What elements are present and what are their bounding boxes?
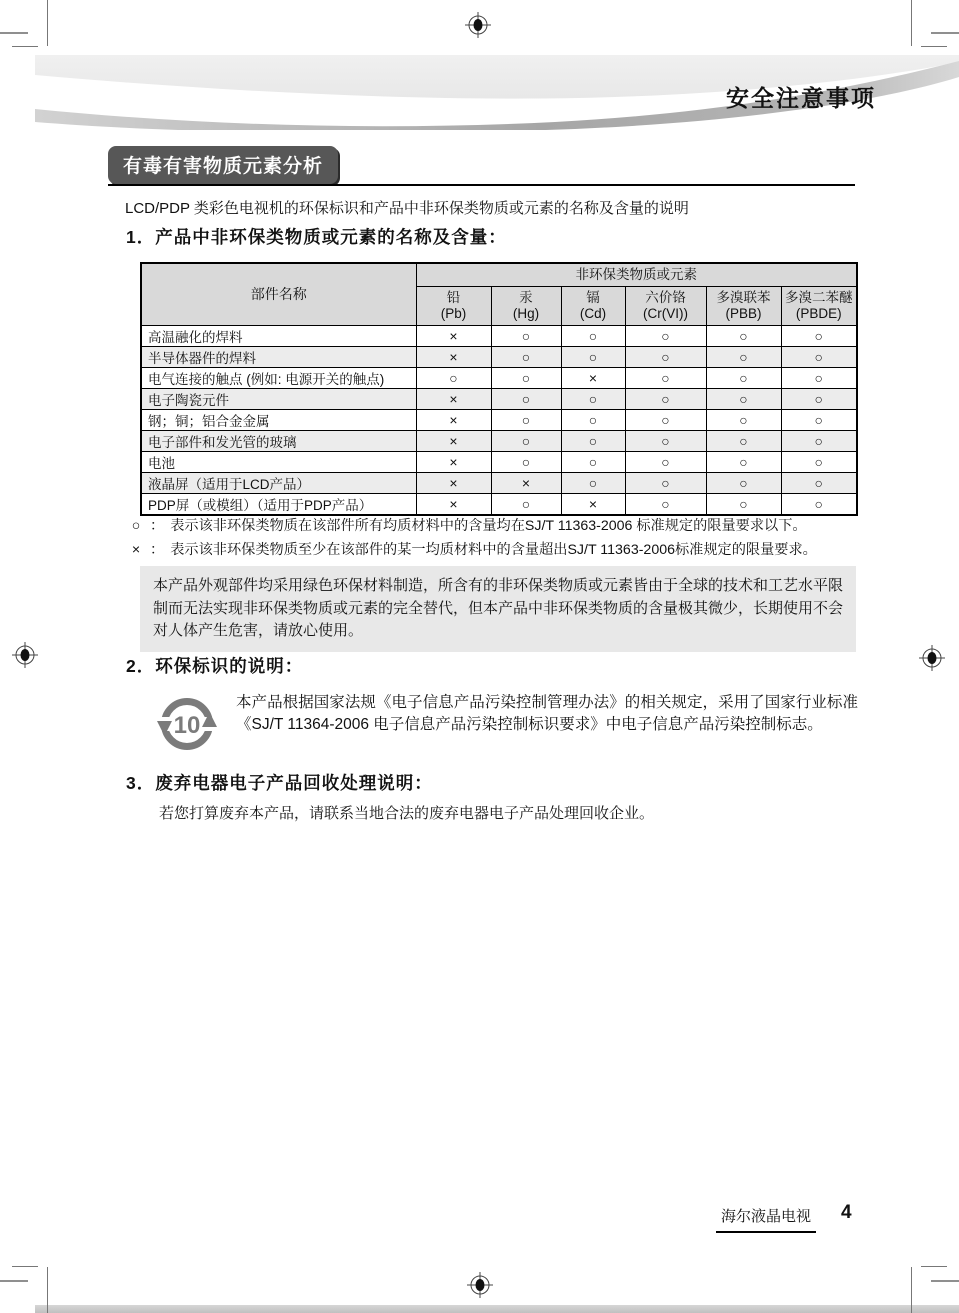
substance-column-header: 铅 (Pb): [416, 287, 491, 326]
crop-mark: [931, 1280, 959, 1282]
mark-cell: ○: [706, 431, 781, 452]
crop-mark: [921, 1266, 947, 1267]
mark-cell: ×: [416, 347, 491, 368]
part-name-cell: 电池: [141, 452, 416, 473]
mark-cell: ○: [625, 368, 706, 389]
part-name-cell: 高温融化的焊料: [141, 326, 416, 347]
legend-line-circle: [128, 515, 807, 535]
crop-mark: [12, 1266, 38, 1267]
mark-cell: ○: [491, 389, 561, 410]
section2-heading: 2．环保标识的说明：: [126, 656, 304, 676]
crop-mark: [921, 46, 947, 47]
intro-text: LCD/PDP 类彩色电视机的环保标识和产品中非环保类物质或元素的名称及含量的说明: [125, 200, 689, 217]
table-row: [141, 431, 857, 452]
mark-cell: ○: [781, 389, 857, 410]
mark-cell: ○: [561, 410, 625, 431]
table-row: [141, 368, 857, 389]
part-name-cell: 钢；铜；铝合金金属: [141, 410, 416, 431]
mark-cell: ×: [416, 431, 491, 452]
part-name-cell: 电子陶瓷元件: [141, 389, 416, 410]
mark-cell: ○: [561, 452, 625, 473]
substance-column-header: 多溴联苯 (PBB): [706, 287, 781, 326]
crop-mark: [0, 1280, 28, 1282]
mark-cell: ○: [561, 473, 625, 494]
crop-mark: [911, 1267, 912, 1313]
section1-heading: 1．产品中非环保类物质或元素的名称及含量：: [126, 227, 507, 247]
registration-mark: [465, 12, 491, 38]
mark-cell: ○: [706, 494, 781, 516]
mark-cell: ○: [625, 494, 706, 516]
mark-cell: ×: [416, 410, 491, 431]
registration-mark: [467, 1272, 493, 1298]
mark-cell: ○: [781, 347, 857, 368]
mark-cell: ○: [491, 347, 561, 368]
mark-cell: ○: [625, 326, 706, 347]
crop-mark: [47, 0, 48, 46]
registration-mark: [12, 642, 38, 668]
mark-cell: ○: [625, 410, 706, 431]
mark-cell: ○: [781, 431, 857, 452]
table-row: [141, 473, 857, 494]
environment-note-box: 本产品外观部件均采用绿色环保材料制造，所含有的非环保类物质或元素皆由于全球的技术和工艺水平限制而无法实现非环保类物质或元素的完全替代，但本产品中非环保类物质的含量极其微少，长期使用不会对人体产生危害，请放心使用。: [140, 566, 856, 652]
table-row: [141, 452, 857, 473]
legend-separator: ：: [150, 518, 165, 534]
mark-cell: ○: [561, 326, 625, 347]
substance-column-header: 六价铬 (Cr(VI)): [625, 287, 706, 326]
mark-cell: ○: [625, 389, 706, 410]
footer-brand: 海尔液晶电视: [716, 1205, 816, 1233]
section3-body: 若您打算废弃本产品，请联系当地合法的废弃电器电子产品处理回收企业。: [159, 805, 655, 822]
part-name-cell: PDP屏（或模组）（适用于PDP产品）: [141, 494, 416, 516]
mark-cell: ○: [781, 452, 857, 473]
china-rohs-10-icon: [157, 694, 217, 754]
crop-mark: [12, 46, 38, 47]
crop-mark: [0, 32, 28, 34]
section3-heading: 3．废弃电器电子产品回收处理说明：: [126, 773, 433, 793]
mark-cell: ○: [491, 368, 561, 389]
table-row: [141, 389, 857, 410]
legend-cross-text: 表示该非环保类物质至少在该部件的某一均质材料中的含量超出SJ/T 11363-2006标准规定的限量要求。: [170, 542, 817, 558]
mark-cell: ○: [706, 452, 781, 473]
table-row: [141, 347, 857, 368]
mark-cell: ○: [561, 431, 625, 452]
substance-column-header: 镉 (Cd): [561, 287, 625, 326]
legend-circle-text: 表示该非环保类物质在该部件所有均质材料中的含量均在SJ/T 11363-2006 标准规定的限量要求以下。: [170, 518, 807, 534]
bottom-print-bar: [35, 1305, 959, 1313]
mark-cell: ×: [416, 326, 491, 347]
table-row: [141, 326, 857, 347]
crop-mark: [931, 32, 959, 34]
table-body: [141, 326, 857, 516]
section-badge: 有毒有害物质元素分析: [108, 146, 338, 184]
mark-cell: ○: [625, 347, 706, 368]
table-row: [141, 494, 857, 516]
legend-cross-symbol: ×: [131, 542, 141, 558]
part-name-cell: 液晶屏（适用于LCD产品）: [141, 473, 416, 494]
substances-table: [140, 262, 858, 516]
mark-cell: ○: [491, 410, 561, 431]
mark-cell: ○: [781, 494, 857, 516]
mark-cell: ○: [781, 473, 857, 494]
page-header-title: 安全注意事项: [726, 85, 876, 111]
part-name-cell: 电气连接的触点 (例如: 电源开关的触点): [141, 368, 416, 389]
header-rule: [108, 184, 855, 186]
mark-cell: ○: [706, 326, 781, 347]
mark-cell: ○: [625, 473, 706, 494]
mark-cell: ×: [416, 494, 491, 516]
mark-cell: ×: [561, 368, 625, 389]
table-group-header-row: [141, 263, 857, 287]
page-number: 4: [841, 1202, 852, 1223]
part-name-header: 部件名称: [141, 263, 416, 326]
section2-body: 本产品根据国家法规《电子信息产品污染控制管理办法》的相关规定，采用了国家行业标准《SJ/T 11364-2006 电子信息产品污染控制标识要求》中电子信息产品污染控制标志。: [236, 694, 858, 734]
legend-separator: ：: [150, 542, 165, 558]
rohs-number: 10: [173, 712, 201, 739]
mark-cell: ○: [781, 326, 857, 347]
mark-cell: ○: [781, 410, 857, 431]
registration-mark: [919, 645, 945, 671]
mark-cell: ○: [416, 368, 491, 389]
mark-cell: ○: [491, 326, 561, 347]
mark-cell: ○: [706, 347, 781, 368]
mark-cell: ○: [491, 494, 561, 516]
mark-cell: ○: [706, 410, 781, 431]
substance-column-header: 汞 (Hg): [491, 287, 561, 326]
legend-line-cross: [128, 539, 817, 559]
mark-cell: ○: [706, 389, 781, 410]
mark-cell: ×: [491, 473, 561, 494]
substance-column-header: 多溴二苯醚 (PBDE): [781, 287, 857, 326]
table-row: [141, 410, 857, 431]
mark-cell: ○: [625, 431, 706, 452]
crop-mark: [911, 0, 912, 46]
mark-cell: ○: [491, 431, 561, 452]
substances-group-header: 非环保类物质或元素: [416, 263, 857, 287]
mark-cell: ×: [561, 494, 625, 516]
mark-cell: ○: [491, 452, 561, 473]
mark-cell: ×: [416, 473, 491, 494]
mark-cell: ○: [625, 452, 706, 473]
part-name-cell: 电子部件和发光管的玻璃: [141, 431, 416, 452]
mark-cell: ×: [416, 389, 491, 410]
mark-cell: ×: [416, 452, 491, 473]
legend-circle-symbol: ○: [131, 518, 141, 534]
mark-cell: ○: [781, 368, 857, 389]
mark-cell: ○: [706, 473, 781, 494]
mark-cell: ○: [561, 347, 625, 368]
mark-cell: ○: [561, 389, 625, 410]
mark-cell: ○: [706, 368, 781, 389]
crop-mark: [47, 1267, 48, 1313]
part-name-cell: 半导体器件的焊料: [141, 347, 416, 368]
